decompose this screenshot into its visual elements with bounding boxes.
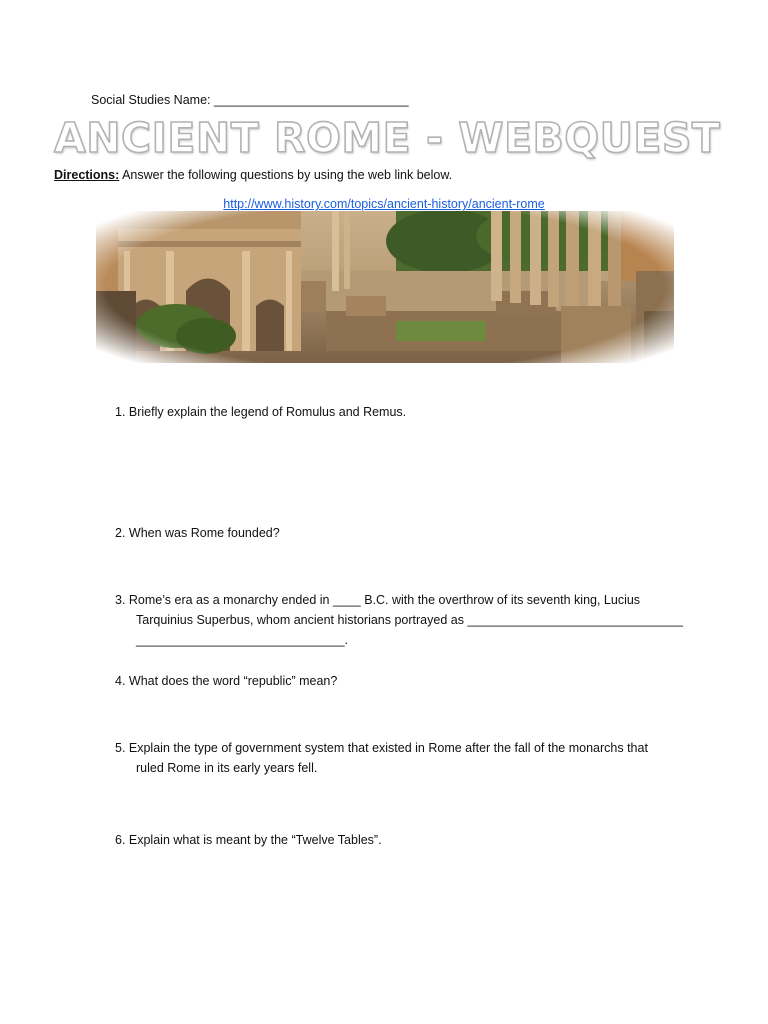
directions [54,167,452,183]
question-5-line-2: ruled Rome in its early years fell. [136,761,318,775]
question-5 [115,740,648,776]
question-3-line-3: ______________________________. [136,633,349,647]
worksheet-title: ANCIENT ROME - WEBQUEST [54,114,721,162]
question-3-line-2: Tarquinius Superbus, whom ancient historians portrayed as _______________________________ [136,613,683,627]
question-1: 1. Briefly explain the legend of Romulus and Remus. [115,405,407,419]
directions-text: Answer the following questions by using the web link below. [119,168,453,182]
directions-label: Directions: [54,168,120,182]
question-3-line-1: 3. Rome’s era as a monarchy ended in ____ B.C. with the overthrow of its seventh king, Lucius [115,593,641,607]
question-5-line-1: 5. Explain the type of government system that existed in Rome after the fall of the monarchs that [115,741,648,755]
student-name-line: Social Studies Name: ____________________________ [91,93,409,107]
history-web-link[interactable]: http://www.history.com/topics/ancient-history/ancient-rome [223,197,545,211]
question-2: 2. When was Rome founded? [115,526,280,540]
question-6: 6. Explain what is meant by the “Twelve Tables”. [115,833,382,847]
roman-forum-photo [96,211,674,363]
question-3 [115,592,683,648]
roman-forum-illustration [96,211,674,363]
question-4: 4. What does the word “republic” mean? [115,674,338,688]
